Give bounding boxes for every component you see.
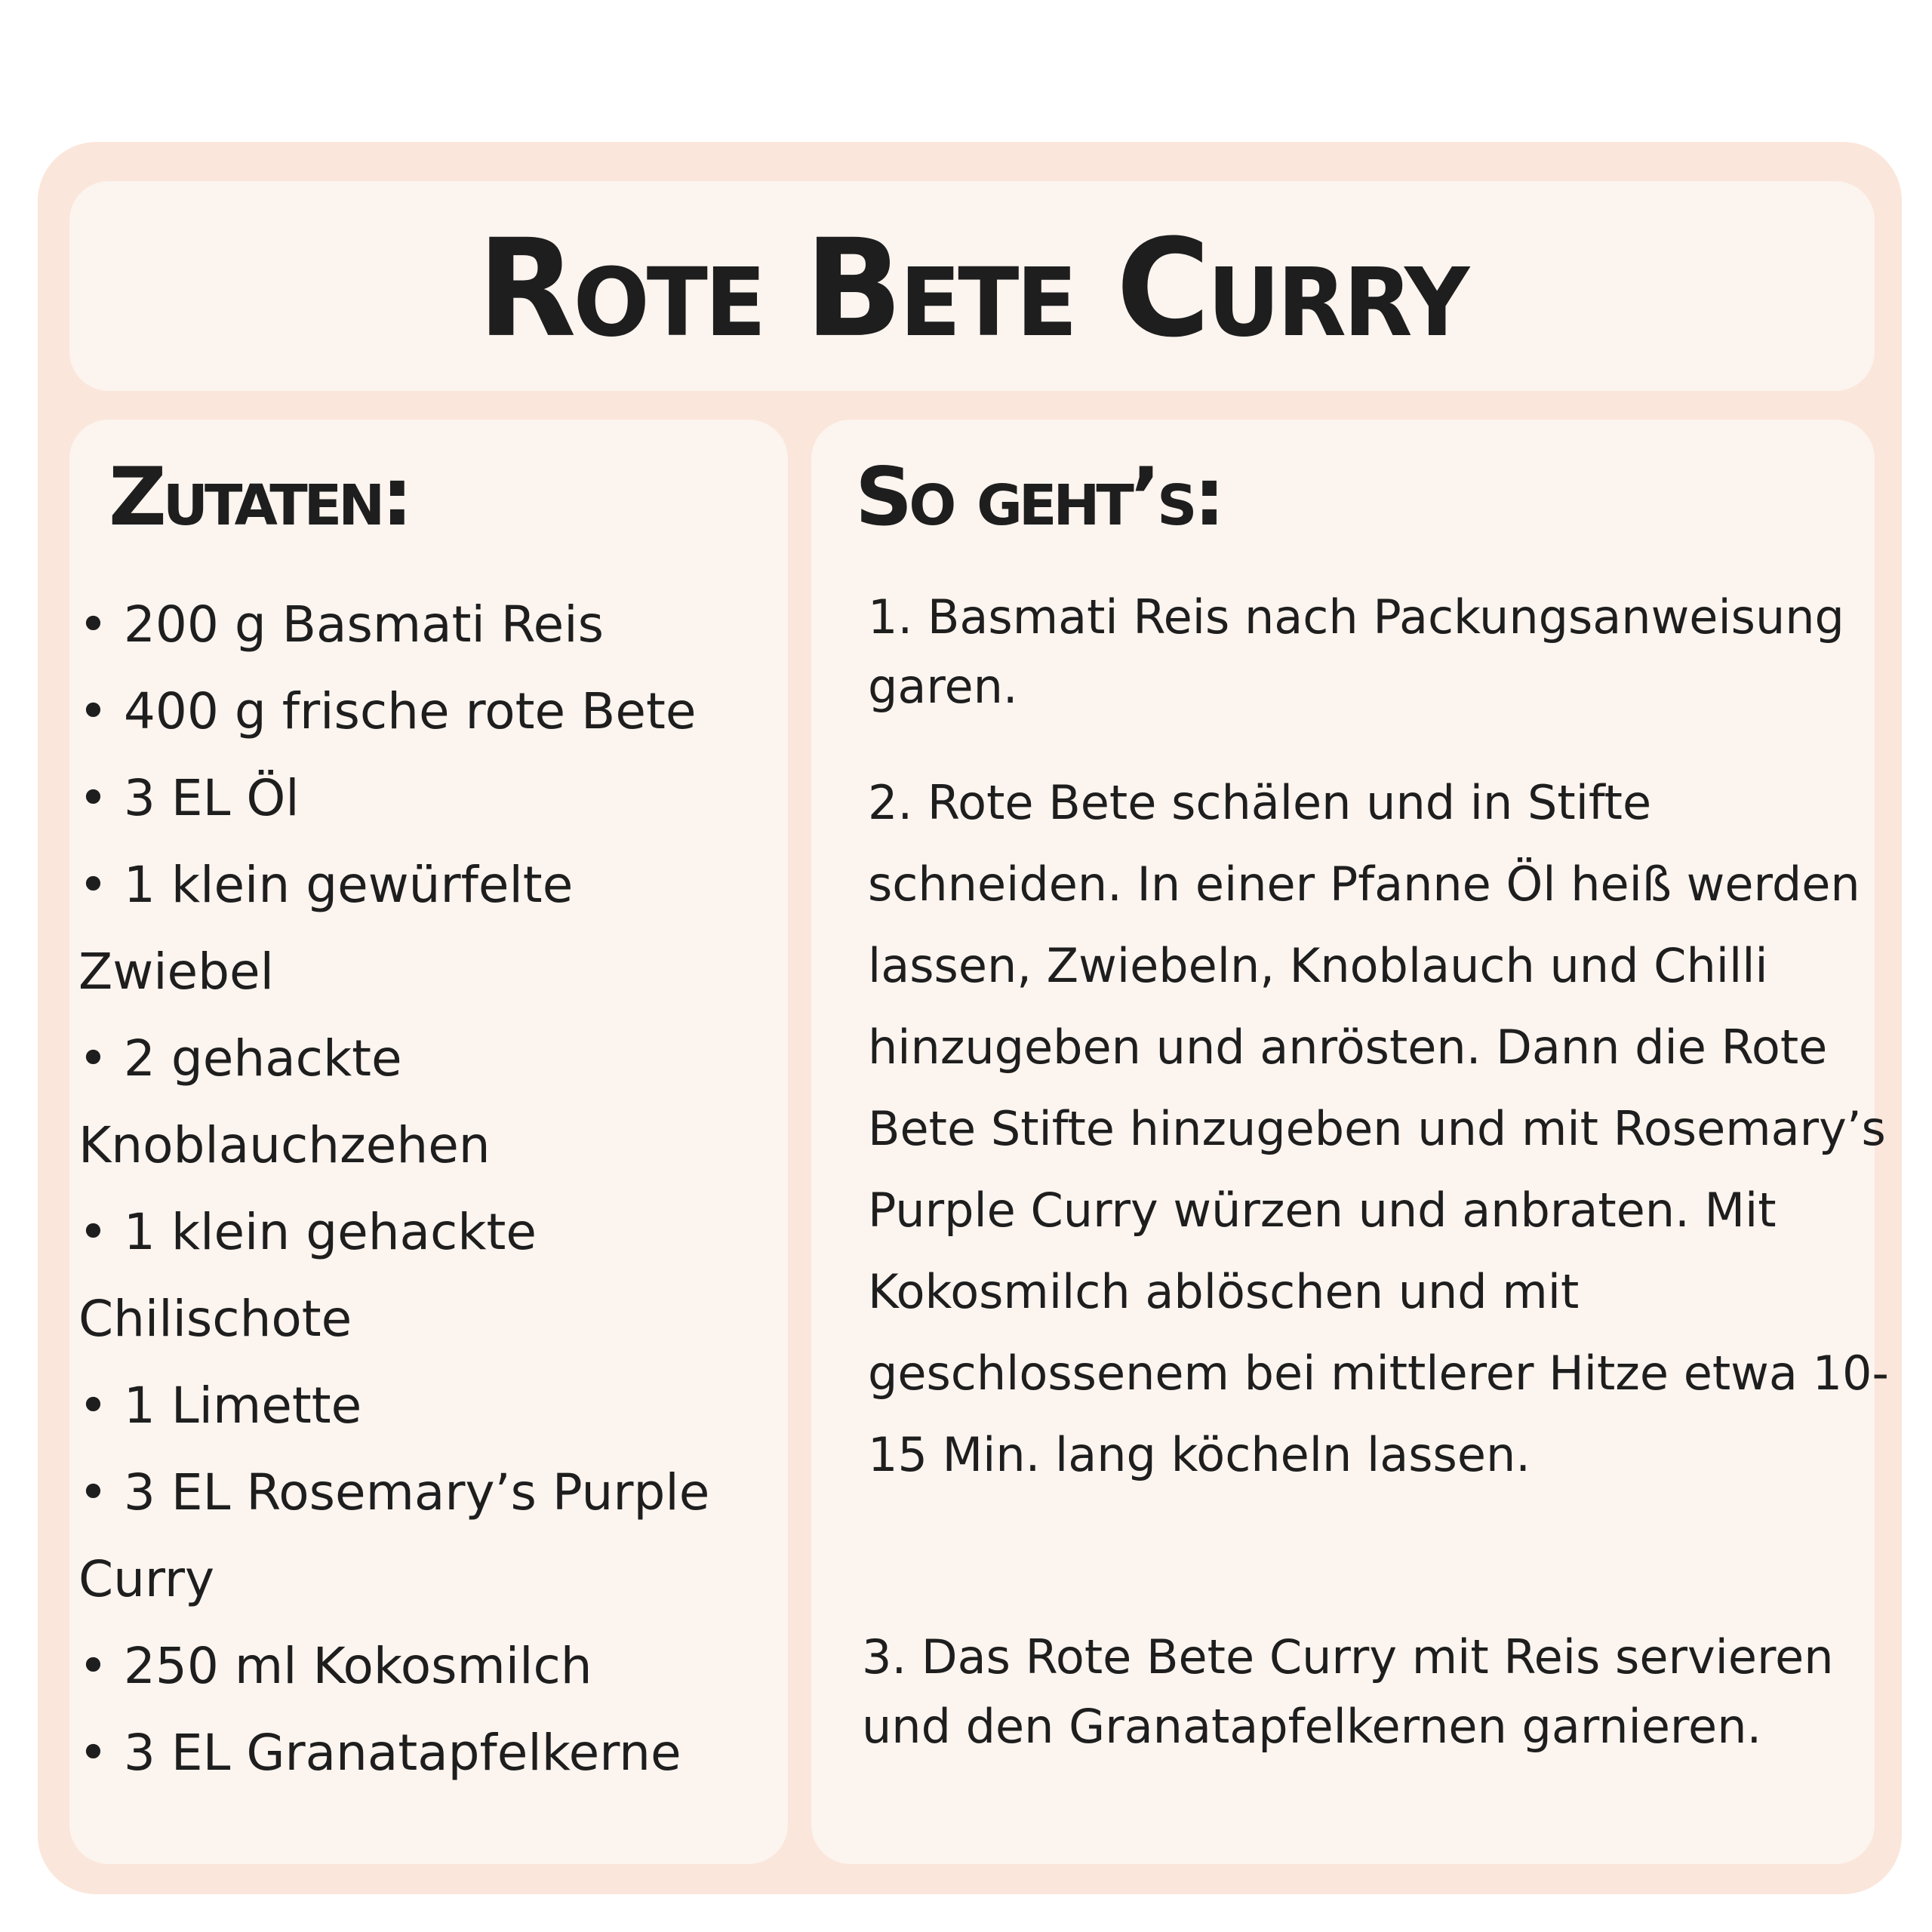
- instruction-step-1: 1. Basmati Reis nach Packungsanweisung garen.: [868, 589, 1844, 714]
- ingredient-item: • 1 klein gewürfelte Zwiebel: [78, 856, 574, 1001]
- ingredients-heading: Zutaten:: [109, 451, 410, 543]
- instructions-heading: So geht’s:: [855, 451, 1222, 543]
- ingredient-item: • 3 EL Rosemary’s Purple Curry: [78, 1463, 710, 1608]
- title-panel: [69, 181, 1875, 391]
- instruction-step-3: 3. Das Rote Bete Curry mit Reis servieren und den Granatapfelkernen garnieren.: [862, 1629, 1834, 1754]
- ingredient-item: • 1 Limette: [78, 1377, 362, 1435]
- ingredient-item: • 3 EL Granatapfelkerne: [78, 1724, 681, 1782]
- recipe-title: Rote Bete Curry: [477, 211, 1467, 368]
- ingredients-list: [78, 581, 750, 1796]
- ingredient-item: • 250 ml Kokosmilch: [78, 1637, 592, 1695]
- ingredient-item: • 3 EL Öl: [78, 769, 300, 827]
- instruction-step-2: 2. Rote Bete schälen und in Stifte schneiden. In einer Pfanne Öl heiß werden lassen, Zwiebeln, Knoblauch und Chilli hinzugeben und anrösten. Dann die Rote Bete Stifte hinzugeben und mit Rosemary’s Purple Curry würzen und anbraten. Mit Kokosmilch ablöschen und mit geschlossenem bei mittlerer Hitze etwa 10-15 Min. lang köcheln lassen.: [868, 775, 1889, 1482]
- ingredient-item: • 400 g frische rote Bete: [78, 682, 697, 740]
- ingredient-item: • 200 g Basmati Reis: [78, 595, 604, 654]
- ingredient-item: • 2 gehackte Knoblauchzehen: [78, 1029, 491, 1174]
- ingredient-item: • 1 klein gehackte Chilischote: [78, 1203, 537, 1348]
